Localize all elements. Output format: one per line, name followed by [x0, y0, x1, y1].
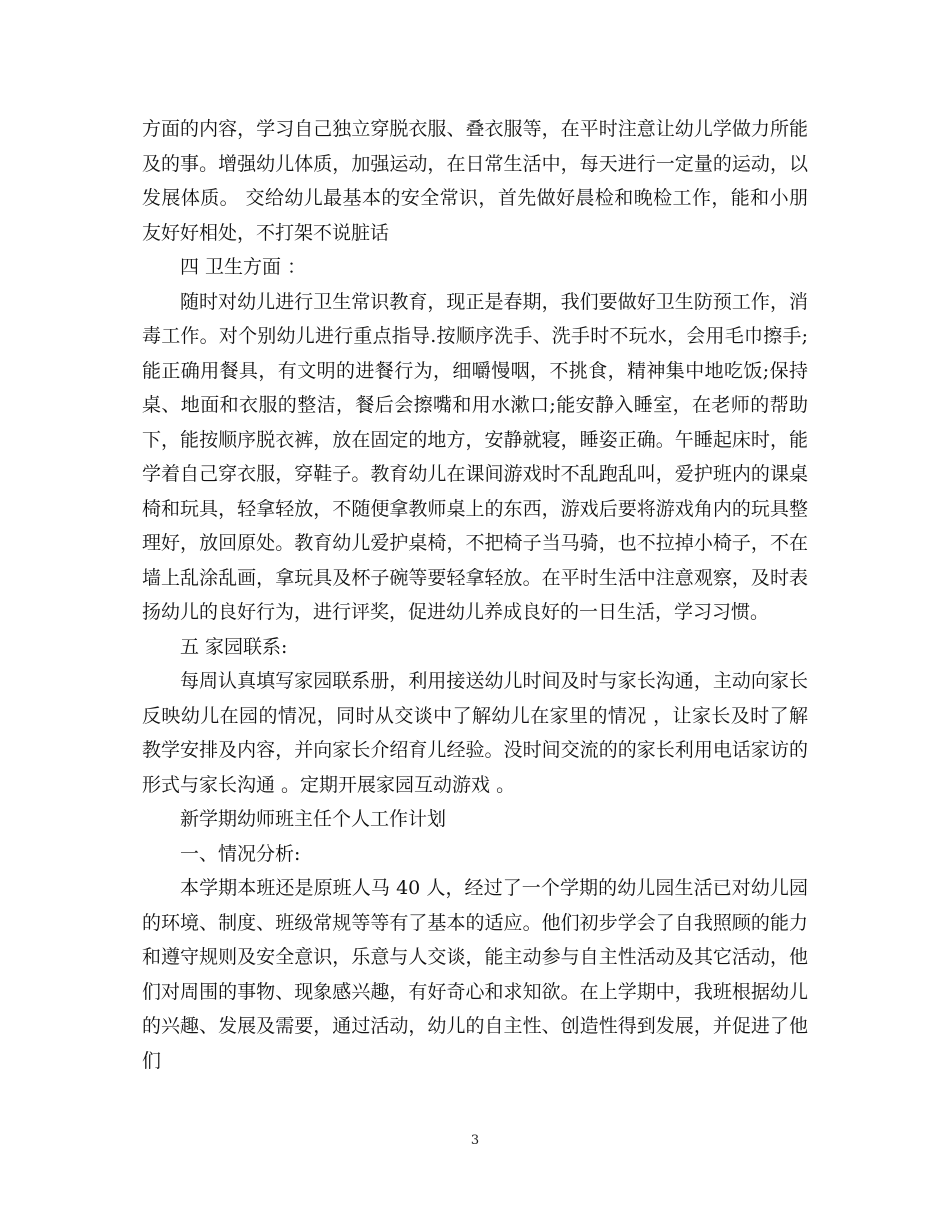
- paragraph-home-school: 每周认真填写家园联系册，利用接送幼儿时间及时与家长沟通，主动向家长反映幼儿在园的情况，同时从交谈中了解幼儿在家里的情况 ，让家长及时了解教学安排及内容，并向家长介绍育儿经验。没时间交流的的家长利用电话家访的形式与家长沟通 。定期开展家园互动游戏 。: [142, 670, 808, 796]
- document-body: [142, 112, 808, 1078]
- paragraph-situation-analysis: 本学期本班还是原班人马 40 人，经过了一个学期的幼儿园生活已对幼儿园的环境、制度、班级常规等等有了基本的适应。他们初步学会了自我照顾的能力和遵守规则及安全意识，乐意与人交谈，能主动参与自主性活动及其它活动，他们对周围的事物、现象感兴趣，有好奇心和求知欲。在上学期中，我班根据幼儿的兴趣、发展及需要，通过活动，幼儿的自主性、创造性得到发展，并促进了他们: [142, 877, 808, 1072]
- document-subtitle: 新学期幼师班主任个人工作计划: [180, 808, 447, 830]
- section-heading-home-school: 五 家园联系:: [180, 635, 288, 658]
- paragraph-continuation: 方面的内容，学习自己独立穿脱衣服、叠衣服等，在平时注意让幼儿学做力所能及的事。增强幼儿体质，加强运动，在日常生活中，每天进行一定量的运动，以发展体质。 交给幼儿最基本的安全常识，首先做好晨检和晚检工作，能和小朋友好好相处，不打架不说脏话: [142, 118, 808, 244]
- paragraph-hygiene: 随时对幼儿进行卫生常识教育，现正是春期，我们要做好卫生防预工作，消毒工作。对个别幼儿进行重点指导.按顺序洗手、洗手时不玩水，会用毛巾擦手;能正确用餐具，有文明的进餐行为，细嚼慢咽，不挑食，精神集中地吃饭;保持桌、地面和衣服的整洁，餐后会擦嘴和用水漱口;能安静入睡室，在老师的帮助下，能按顺序脱衣裤，放在固定的地方，安静就寝，睡姿正确。午睡起床时，能学着自己穿衣服，穿鞋子。教育幼儿在课间游戏时不乱跑乱叫，爱护班内的课桌椅和玩具，轻拿轻放，不随便拿教师桌上的东西，游戏后要将游戏角内的玩具整理好，放回原处。教育幼儿爱护桌椅，不把椅子当马骑，也不拉掉小椅子，不在墙上乱涂乱画，拿玩具及杯子碗等要轻拿轻放。在平时生活中注意观察，及时表扬幼儿的良好行为，进行评奖，促进幼儿养成良好的一日生活，学习习惯。: [142, 290, 808, 623]
- section-heading-hygiene: 四 卫生方面 ：: [180, 256, 307, 278]
- page-number: 3: [470, 1133, 480, 1148]
- section-heading-situation-analysis: 一、情况分析:: [180, 842, 301, 865]
